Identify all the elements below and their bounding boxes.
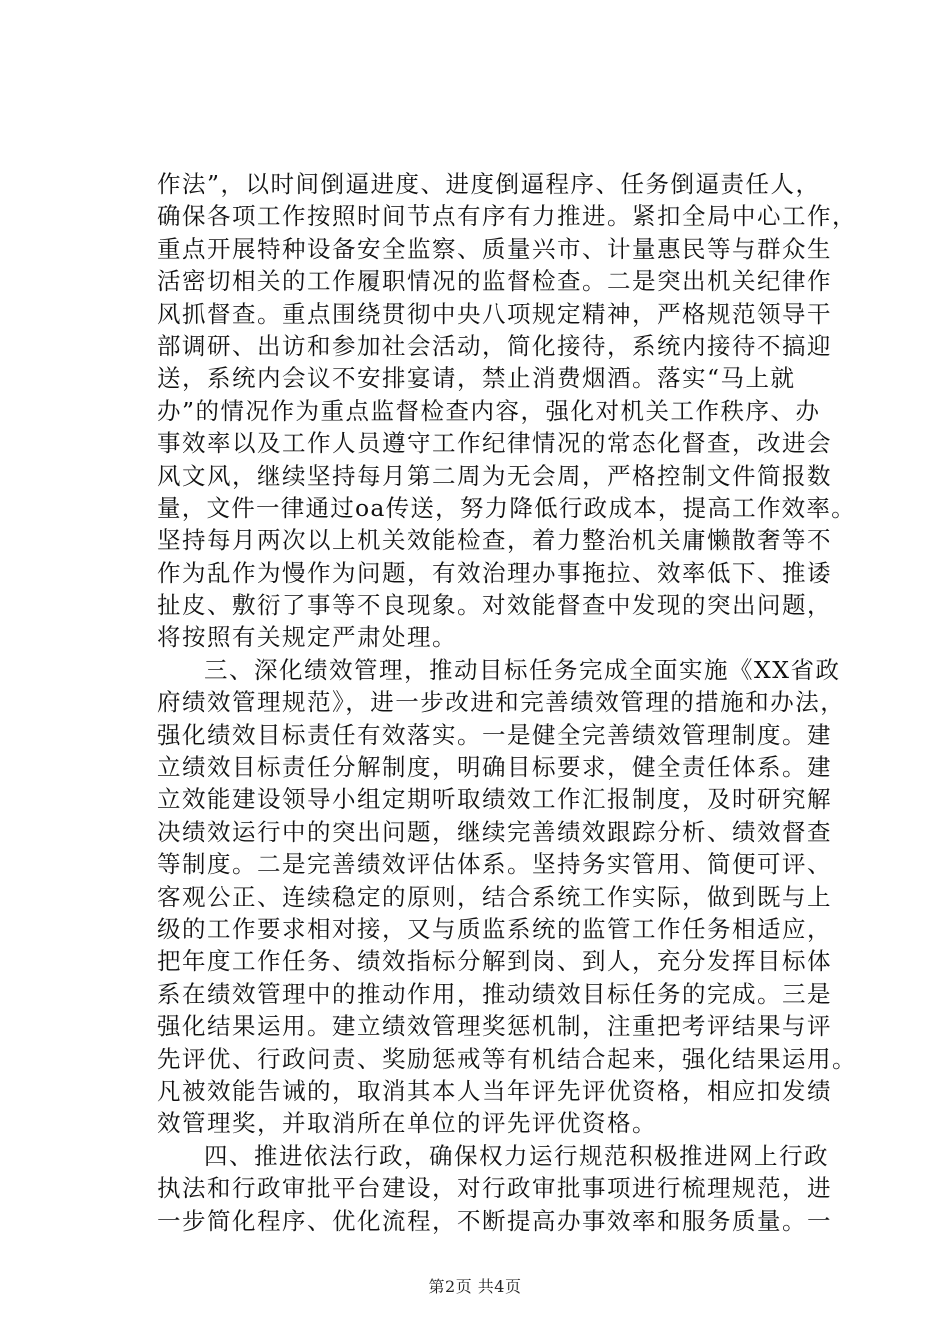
text-line: 作法”，以时间倒逼进度、进度倒逼程序、任务倒逼责任人， [157,170,821,198]
text-line: 客观公正、连续稳定的原则，结合系统工作实际，做到既与上 [157,882,832,911]
text-line: 把年度工作任务、绩效指标分解到岗、到人，充分发挥目标体 [157,947,832,976]
text-line: 部调研、出访和参加社会活动，简化接待，系统内接待不搞迎 [157,331,832,360]
text-line: 坚持每月两次以上机关效能检查，着力整治机关庸懒散奢等不 [157,526,832,555]
text-line: 风文风，继续坚持每月第二周为无会周，严格控制文件简报数 [157,461,832,490]
text-line: 强化绩效目标责任有效落实。一是健全完善绩效管理制度。建 [157,720,832,749]
text-line: 一步简化程序、优化流程，不断提高办事效率和服务质量。一 [157,1206,832,1235]
text-line: 府绩效管理规范》，进一步改进和完善绩效管理的措施和办法， [157,688,846,717]
text-line: 送，系统内会议不安排宴请，禁止消费烟酒。落实“马上就 [157,364,796,393]
text-line: 执法和行政审批平台建设，对行政审批事项进行梳理规范，进 [157,1174,832,1203]
text-line: 立绩效目标责任分解制度，明确目标要求，健全责任体系。建 [157,753,832,782]
text-line: 强化结果运用。建立绩效管理奖惩机制，注重把考评结果与评 [157,1012,832,1041]
text-line: 效管理奖，并取消所在单位的评先评优资格。 [157,1109,657,1138]
text-line: 活密切相关的工作履职情况的监督检查。二是突出机关纪律作 [157,267,832,296]
text-line: 事效率以及工作人员遵守工作纪律情况的常态化督查，改进会 [157,429,832,458]
text-line: 系在绩效管理中的推动作用，推动绩效目标任务的完成。三是 [157,979,832,1008]
text-line: 将按照有关规定严肃处理。 [157,623,457,652]
text-line: 立效能建设领导小组定期听取绩效工作汇报制度，及时研究解 [157,785,832,814]
text-line: 级的工作要求相对接，又与质监系统的监管工作任务相适应， [157,914,832,943]
text-line: 凡被效能告诫的，取消其本人当年评先评优资格，相应扣发绩 [157,1076,832,1105]
section-heading-line: 三、深化绩效管理，推动目标任务完成全面实施《XX省政 [204,655,841,684]
text-line: 确保各项工作按照时间节点有序有力推进。紧扣全局中心工作， [157,202,857,231]
text-line: 量，文件一律通过oa传送，努力降低行政成本，提高工作效率。 [157,493,856,522]
text-line: 办”的情况作为重点监督检查内容，强化对机关工作秩序、办 [157,396,821,425]
text-line: 等制度。二是完善绩效评估体系。坚持务实管用、简便可评、 [157,850,832,879]
text-line: 作为乱作为慢作为问题，有效治理办事拖拉、效率低下、推诿 [157,558,832,587]
text-line: 重点开展特种设备安全监察、质量兴市、计量惠民等与群众生 [157,234,832,263]
text-line: 扯皮、敷衍了事等不良现象。对效能督查中发现的突出问题， [157,591,832,620]
text-line: 风抓督查。重点围绕贯彻中央八项规定精神，严格规范领导干 [157,299,832,328]
section-heading-line: 四、推进依法行政，确保权力运行规范积极推进网上行政 [204,1141,829,1170]
text-line: 决绩效运行中的突出问题，继续完善绩效跟踪分析、绩效督查 [157,817,832,846]
page-number-footer: 第2页 共4页 [428,1277,522,1296]
document-body [157,168,857,1237]
text-line: 先评优、行政问责、奖励惩戒等有机结合起来，强化结果运用。 [157,1044,857,1073]
